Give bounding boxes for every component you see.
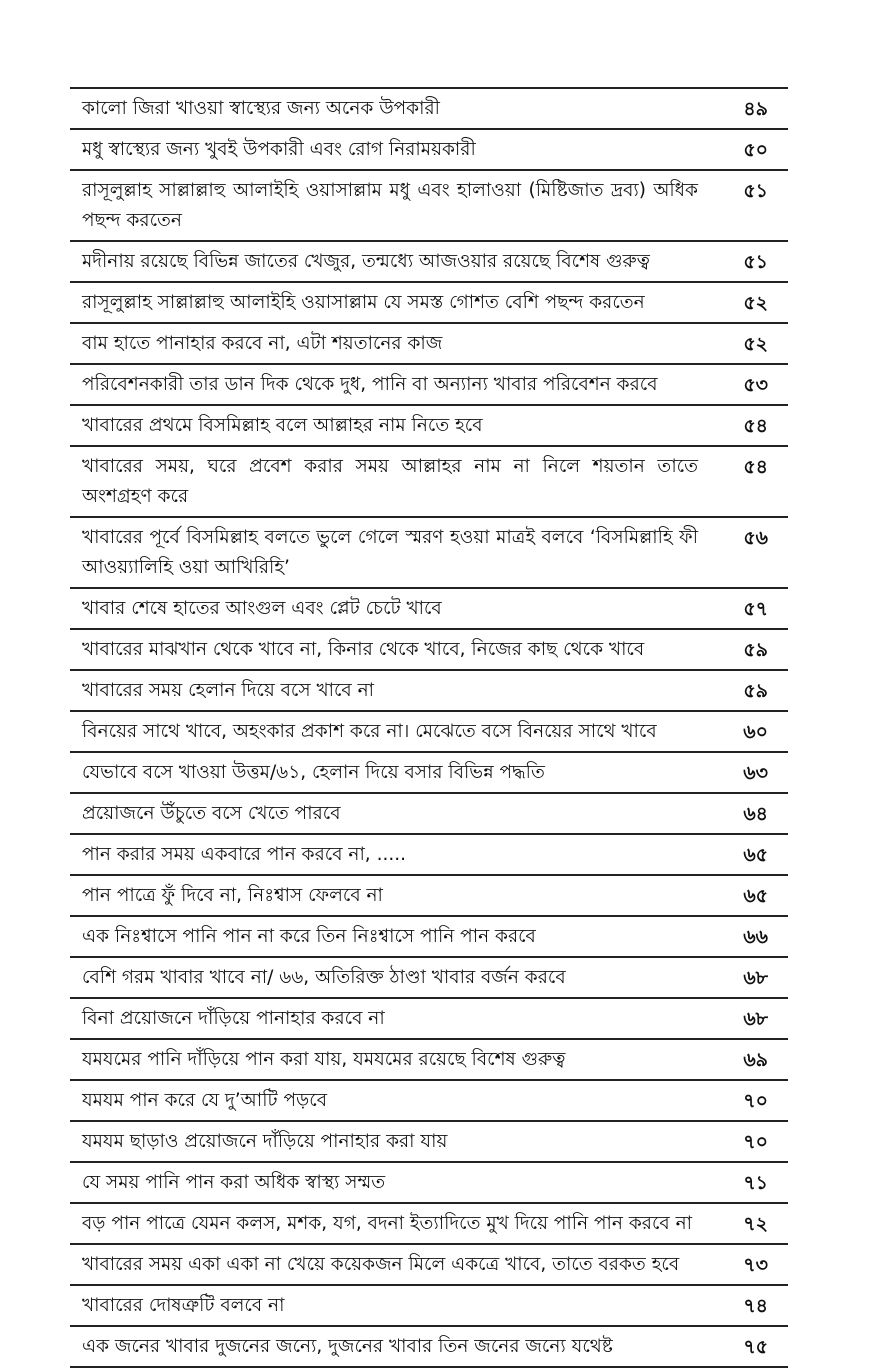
toc-page-number: ৭৫	[743, 1336, 768, 1358]
toc-page-number: ৭২	[743, 1213, 768, 1235]
toc-entry-title: পান করার সময় একবারে পান করবে না, .....	[82, 844, 406, 865]
toc-row	[70, 671, 788, 712]
toc-page-number: ৭১	[743, 1172, 768, 1194]
toc-page-number: ৫৯	[743, 680, 768, 702]
toc-entry-title: যেভাবে বসে খাওয়া উত্তম/৬১, হেলান দিয়ে বসার বিভিন্ন পদ্ধতি	[82, 762, 545, 783]
toc-entry-title: এক নিঃশ্বাসে পানি পান না করে তিন নিঃশ্বাসে পানি পান করবে	[82, 926, 536, 947]
toc-entry-title: খাবারের মাঝখান থেকে খাবে না, কিনার থেকে খাবে, নিজের কাছ থেকে খাবে	[82, 639, 645, 660]
toc-row	[70, 1040, 788, 1081]
toc-row	[70, 958, 788, 999]
toc-entry-title: বেশি গরম খাবার খাবে না/ ৬৬, অতিরিক্ত ঠাণ্ডা খাবার বর্জন করবে	[82, 967, 566, 988]
toc-row	[70, 589, 788, 630]
toc-row	[70, 917, 788, 958]
toc-entry-title: কালো জিরা খাওয়া স্বাস্থ্যের জন্য অনেক উপকারী	[82, 98, 440, 119]
toc-entry-title: যে সময় পানি পান করা অধিক স্বাস্থ্য সম্মত	[82, 1172, 386, 1193]
toc-row	[70, 283, 788, 324]
toc-entry-title: খাবারের পূর্বে বিসমিল্লাহ বলতে ভুলে গেলে স্মরণ হওয়া মাত্রই বলবে ‘বিসমিল্লাহি ফী আওয়্যালিহি ওয়া আখিরিহি’	[82, 527, 698, 578]
toc-entry-title: যমযম ছাড়াও প্রয়োজনে দাঁড়িয়ে পানাহার করা যায়	[82, 1131, 448, 1152]
toc-page-number: ৬৫	[743, 844, 768, 866]
toc-row	[70, 1286, 788, 1327]
toc-entry-title: মদীনায় রয়েছে বিভিন্ন জাতের খেজুর, তন্মধ্যে আজওয়ার রয়েছে বিশেষ গুরুত্ব	[82, 251, 650, 272]
toc-entry-title: প্রয়োজনে উঁচুতে বসে খেতে পারবে	[82, 803, 341, 824]
toc-entry-title: বড় পান পাত্রে যেমন কলস, মশক, যগ, বদনা ইত্যাদিতে মুখ দিয়ে পানি পান করবে না	[82, 1213, 692, 1234]
toc-row	[70, 712, 788, 753]
toc-page-number: ৬৬	[743, 926, 768, 948]
toc-page-number: ৫৭	[743, 598, 768, 620]
toc-row	[70, 89, 788, 130]
toc-page-number: ৬৮	[743, 1008, 768, 1030]
toc-entry-title: বাম হাতে পানাহার করবে না, এটা শয়তানের কাজ	[82, 333, 443, 354]
toc-row	[70, 447, 788, 518]
toc-page-number: ৫৬	[743, 527, 768, 549]
toc-row	[70, 1204, 788, 1245]
toc-page-number: ৬৩	[743, 762, 768, 784]
toc-page-number: ৫১	[743, 251, 768, 273]
toc-page-number: ৬৫	[743, 885, 768, 907]
toc-row	[70, 130, 788, 171]
toc-row	[70, 406, 788, 447]
toc-entry-title: পরিবেশনকারী তার ডান দিক থেকে দুধ, পানি বা অন্যান্য খাবার পরিবেশন করবে	[82, 374, 658, 395]
toc-page-number: ৫৩	[743, 374, 768, 396]
toc-row	[70, 242, 788, 283]
toc-entry-title: যমযমের পানি দাঁড়িয়ে পান করা যায়, যমযমের রয়েছে বিশেষ গুরুত্ব	[82, 1049, 566, 1070]
toc-entry-title: খাবারের সময় একা একা না খেয়ে কয়েকজন মিলে একত্রে খাবে, তাতে বরকত হবে	[82, 1254, 680, 1275]
toc-page-number: ৬০	[743, 721, 768, 743]
table-of-contents	[70, 87, 788, 1368]
toc-row	[70, 1245, 788, 1286]
toc-page-number: ৭৪	[743, 1295, 768, 1317]
toc-row	[70, 171, 788, 242]
toc-row	[70, 518, 788, 589]
toc-row	[70, 835, 788, 876]
toc-row	[70, 1163, 788, 1204]
toc-entry-title: খাবার শেষে হাতের আংগুল এবং প্লেট চেটে খাবে	[82, 598, 442, 619]
toc-entry-title: খাবারের সময়, ঘরে প্রবেশ করার সময় আল্লাহর নাম না নিলে শয়তান তাতে অংশগ্রহণ করে	[82, 456, 698, 507]
toc-entry-title: যমযম পান করে যে দু’আটি পড়বে	[82, 1090, 327, 1111]
toc-entry-title: খাবারের সময় হেলান দিয়ে বসে খাবে না	[82, 680, 374, 701]
toc-entry-title: খাবারের প্রথমে বিসমিল্লাহ বলে আল্লাহর নাম নিতে হবে	[82, 415, 483, 436]
toc-entry-title: বিনয়ের সাথে খাবে, অহংকার প্রকাশ করে না। মেঝেতে বসে বিনয়ের সাথে খাবে	[82, 721, 657, 742]
toc-entry-title: বিনা প্রয়োজনে দাঁড়িয়ে পানাহার করবে না	[82, 1008, 385, 1029]
toc-row	[70, 365, 788, 406]
toc-page-number: ৫২	[743, 292, 768, 314]
toc-entry-title: রাসূলুল্লাহ সাল্লাল্লাহু আলাইহি ওয়াসাল্লাম মধু এবং হালাওয়া (মিষ্টিজাত দ্রব্য) অধিক পছন্দ করতেন	[82, 180, 698, 231]
toc-page-number: ৫২	[743, 333, 768, 355]
toc-page-number: ৫৪	[743, 415, 768, 437]
toc-entry-title: রাসূলুল্লাহ সাল্লাল্লাহু আলাইহি ওয়াসাল্লাম যে সমস্ত গোশত বেশি পছন্দ করতেন	[82, 292, 645, 313]
toc-entry-title: মধু স্বাস্থ্যের জন্য খুবই উপকারী এবং রোগ নিরাময়কারী	[82, 139, 476, 160]
toc-page-number: ৪৯	[743, 98, 768, 120]
toc-page-number: ৬৯	[743, 1049, 768, 1071]
toc-row	[70, 324, 788, 365]
toc-row	[70, 999, 788, 1040]
toc-page-number: ৭০	[743, 1131, 768, 1153]
toc-page-number: ৭৩	[743, 1254, 768, 1276]
toc-page-number: ৬৮	[743, 967, 768, 989]
toc-row	[70, 630, 788, 671]
toc-page-number: ৫০	[743, 139, 768, 161]
toc-entry-title: এক জনের খাবার দুজনের জন্যে, দুজনের খাবার তিন জনের জন্যে যথেষ্ট	[82, 1336, 613, 1357]
toc-row	[70, 753, 788, 794]
toc-row	[70, 794, 788, 835]
toc-page-number: ৭০	[743, 1090, 768, 1112]
toc-page-number: ৫১	[743, 180, 768, 202]
toc-page-number: ৬৪	[743, 803, 768, 825]
toc-entry-title: খাবারের দোষত্রুটি বলবে না	[82, 1295, 285, 1316]
toc-row	[70, 1122, 788, 1163]
toc-entry-title: পান পাত্রে ফুঁ দিবে না, নিঃশ্বাস ফেলবে না	[82, 885, 383, 906]
toc-page-number: ৫৯	[743, 639, 768, 661]
toc-row	[70, 1081, 788, 1122]
toc-row	[70, 1327, 788, 1368]
toc-page-number: ৫৪	[743, 456, 768, 478]
toc-row	[70, 876, 788, 917]
